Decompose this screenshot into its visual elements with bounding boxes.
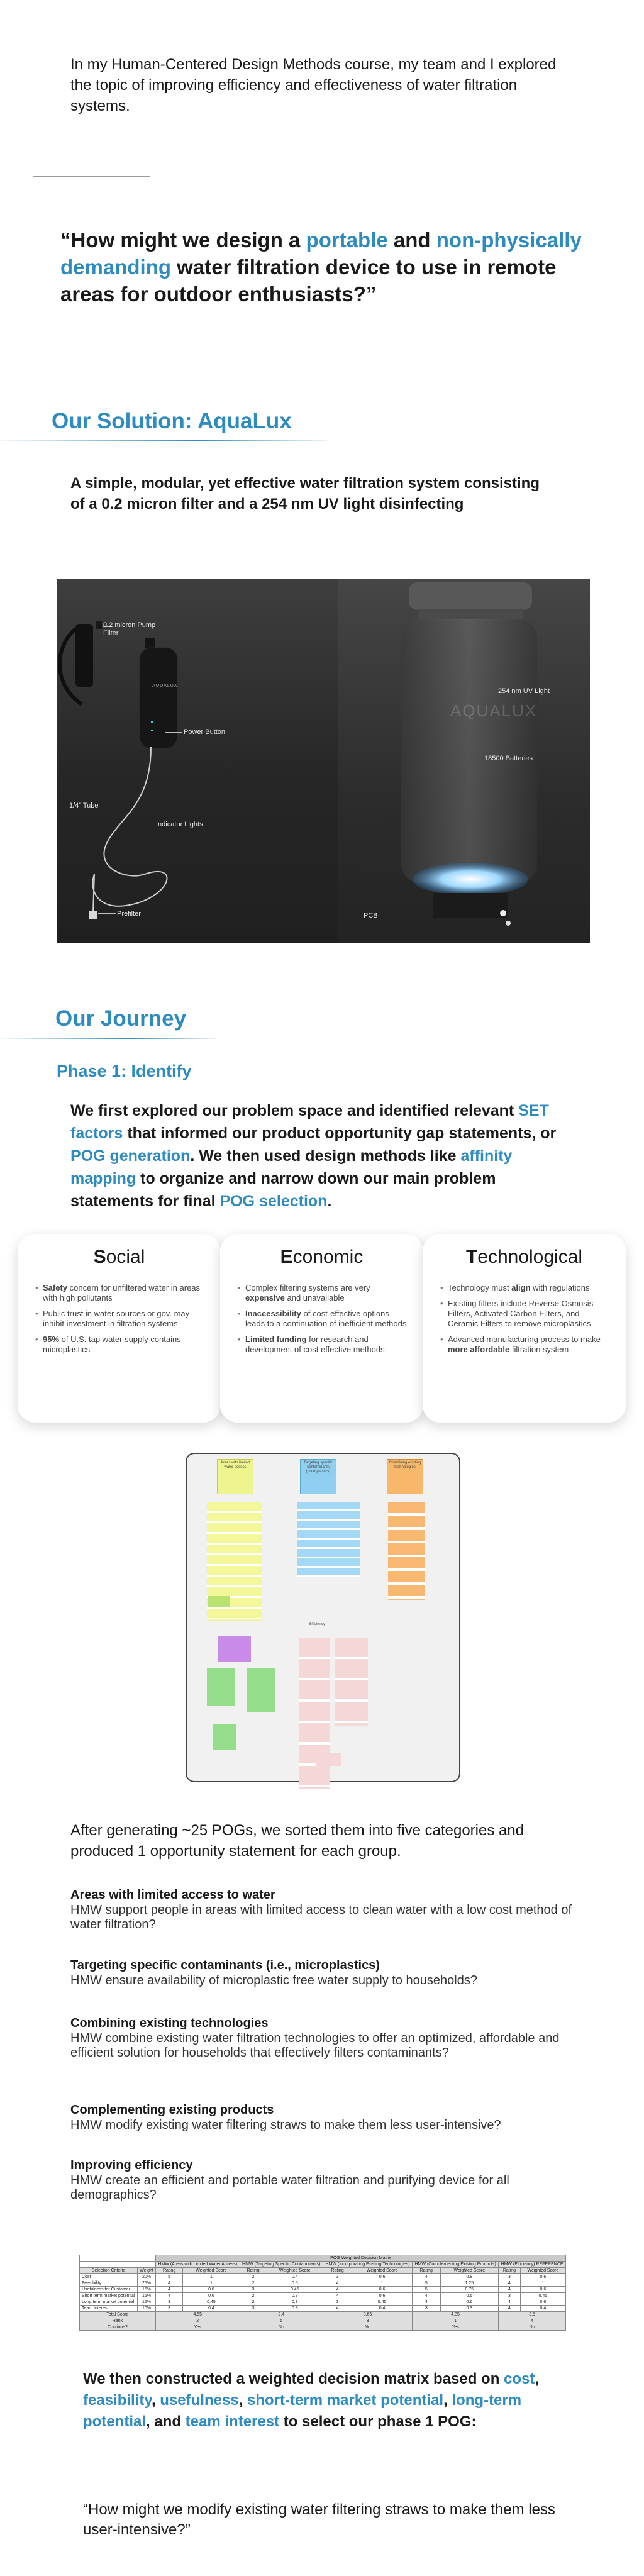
matrix-rank-cell: 1 (413, 2318, 499, 2324)
matrix-value-cell: 0.4 (352, 2306, 413, 2312)
category-item (70, 2102, 586, 2133)
product-photo (57, 579, 590, 943)
matrix-value-cell: 4 (323, 2287, 352, 2293)
matrix-value-cell: 4 (413, 2274, 440, 2280)
matrix-rank-cell: 4 (499, 2318, 566, 2324)
matrix-value-cell: 0.75 (440, 2287, 499, 2293)
phase1-text-part: . We then used design methods like (190, 1147, 461, 1165)
hmw-question (60, 226, 608, 308)
set-card-title-rest: conomic (292, 1246, 364, 1267)
weighted-text-part: , (535, 2370, 540, 2387)
list-item (238, 1309, 407, 1329)
list-item-text: Technology must (448, 1283, 512, 1292)
affinity-map-board (186, 1453, 460, 1782)
list-item-text: concern for unfiltered water in areas with high pollutants (43, 1283, 201, 1302)
table-row (80, 2318, 566, 2324)
matrix-value-cell: 0.3 (440, 2306, 499, 2312)
hmw-question-part: and (387, 228, 436, 252)
criteria-long-term: long-term potential (83, 2392, 522, 2430)
set-card-social (18, 1234, 221, 1423)
list-item-text: Existing filters include Reverse Osmosis Filters, Activated Carbon Filters, and Ceramic Filters to remove microplastics (448, 1299, 594, 1328)
matrix-weight-cell: 25% (138, 2280, 156, 2287)
set-card-economic (220, 1234, 423, 1423)
set-card-technological (423, 1234, 626, 1423)
label-uv-light: 254 nm UV Light (498, 687, 550, 695)
matrix-column-header: HMW (Areas with Limited Water Access) (155, 2262, 240, 2268)
quote-bracket-top-left (33, 176, 150, 218)
category-text: HMW ensure availability of microplastic free water supply to households? (70, 1974, 477, 1987)
exterior-render-svg (57, 579, 338, 943)
sticky-header-combining: Combining existing technologies (387, 1459, 423, 1494)
matrix-value-cell: 3 (155, 2306, 182, 2312)
matrix-rating-header: Rating (499, 2268, 521, 2274)
table-row (80, 2312, 566, 2318)
label-tube: 1/4” Tube (69, 802, 99, 809)
matrix-value-cell: 4 (499, 2280, 521, 2287)
matrix-column-header: HMW (Efficiency) REFERENCE (499, 2262, 566, 2268)
matrix-weight-cell: 15% (138, 2287, 156, 2293)
table-row (80, 2274, 566, 2280)
matrix-value-cell: 2 (240, 2280, 267, 2287)
matrix-value-cell: 0.6 (440, 2293, 499, 2299)
table-row (80, 2268, 566, 2274)
matrix-value-cell: 4 (323, 2306, 352, 2312)
intro-text: In my Human-Centered Design Methods course, my team and I explored the topic of improving efficiency and effectiveness of water filtration systems. (70, 56, 557, 114)
journey-title: Our Journey (55, 1006, 187, 1031)
set-card-title (220, 1246, 423, 1268)
matrix-criteria-cell: Cost (80, 2274, 138, 2280)
matrix-value-cell: 0.6 (352, 2287, 413, 2293)
matrix-continue-cell: Yes (155, 2324, 240, 2331)
sticky-header-areas: Areas with limited water access (217, 1459, 253, 1494)
matrix-rating-header: Rating (155, 2268, 182, 2274)
matrix-criteria-header: Selection Criteria (80, 2268, 138, 2274)
table-row (80, 2324, 566, 2331)
set-card-title-rest: echnological (477, 1246, 583, 1267)
matrix-value-cell: 0.3 (267, 2293, 323, 2299)
matrix-value-cell: 2 (240, 2274, 267, 2280)
hmw-question-part: “How might we design a (60, 228, 306, 252)
hmw-highlight-portable: portable (306, 228, 388, 252)
matrix-value-cell: 0.6 (183, 2293, 240, 2299)
hmw-question-block (33, 176, 611, 358)
matrix-continue-cell: No (240, 2324, 323, 2331)
matrix-value-cell: 0.5 (267, 2280, 323, 2287)
matrix-weight-header: Weight (138, 2268, 156, 2274)
matrix-weighted-score-header: Weighted Score (440, 2268, 499, 2274)
category-text: HMW create an efficient and portable water filtration and purifying device for all demographics? (70, 2174, 509, 2202)
matrix-total-cell: 4.55 (155, 2312, 240, 2318)
matrix-value-cell: 0.4 (183, 2306, 240, 2312)
link-affinity-mapping[interactable]: affinity mapping (70, 1147, 513, 1187)
table-row (80, 2255, 566, 2262)
matrix-value-cell: 0.3 (267, 2299, 323, 2306)
sticky-cluster-contaminants (297, 1502, 360, 1577)
matrix-value-cell: 5 (413, 2280, 440, 2287)
category-title: Complementing existing products (70, 2103, 274, 2117)
list-item-text: for research and development of cost effective methods (245, 1335, 385, 1354)
label-pump-filter: 0.2 micron Pump Filter (103, 621, 156, 637)
weighted-text-part: , and (146, 2413, 186, 2430)
matrix-rating-header: Rating (323, 2268, 352, 2274)
weighted-text-part: , (151, 2392, 160, 2409)
hmw-question-part: water filtration device to use in remote areas for outdoor enthusiasts?” (60, 255, 557, 306)
sticky-note (247, 1668, 275, 1712)
category-item (70, 1887, 586, 1932)
list-item-bold: Limited funding (245, 1335, 307, 1344)
list-item-text: filtration system (509, 1345, 569, 1354)
matrix-rating-header: Rating (240, 2268, 267, 2274)
sticky-header-contaminants: Targeting specific contaminants (microplastics) (300, 1459, 336, 1494)
set-card-title-rest: ocial (106, 1246, 145, 1267)
list-item (238, 1335, 407, 1355)
list-item (440, 1283, 609, 1293)
matrix-weight-cell: 15% (138, 2299, 156, 2306)
matrix-value-cell: 4 (413, 2299, 440, 2306)
interior-render-svg (338, 579, 590, 943)
weighted-text-part: , (238, 2392, 248, 2409)
set-card-title (18, 1246, 221, 1268)
table-row (80, 2306, 566, 2312)
matrix-rank-label: Rank (80, 2318, 156, 2324)
criteria-cost: cost (504, 2370, 535, 2387)
matrix-continue-cell: Yes (413, 2324, 499, 2331)
category-text: HMW combine existing water filtration technologies to offer an optimized, affordable and efficient solution for households that effectively filters contaminants? (70, 2031, 560, 2060)
list-item-bold: more affordable (448, 1345, 510, 1354)
table-row (80, 2287, 566, 2293)
matrix-weighted-score-header: Weighted Score (183, 2268, 240, 2274)
matrix-title: POG Weighted Decision Matrix (155, 2255, 565, 2262)
category-item (70, 2015, 586, 2060)
matrix-value-cell: 4 (499, 2299, 521, 2306)
matrix-value-cell: 4 (499, 2306, 521, 2312)
matrix-total-cell: 4.35 (413, 2312, 499, 2318)
matrix-value-cell: 0.6 (352, 2293, 413, 2299)
matrix-value-cell: 0.45 (183, 2299, 240, 2306)
category-title: Combining existing technologies (70, 2016, 269, 2030)
list-item (35, 1283, 204, 1303)
matrix-corner (80, 2255, 156, 2262)
sticky-note (208, 1596, 230, 1607)
matrix-value-cell: 0.6 (520, 2287, 565, 2293)
sticky-cluster-efficiency (335, 1638, 368, 1726)
label-batteries: 18500 Batteries (484, 755, 533, 762)
matrix-value-cell: 2 (240, 2293, 267, 2299)
category-item (70, 2157, 586, 2202)
decision-matrix (79, 2255, 566, 2331)
sticky-note (207, 1668, 235, 1706)
matrix-criteria-cell: Usefulness for Customer (80, 2287, 138, 2293)
matrix-value-cell: 0.3 (267, 2306, 323, 2312)
matrix-total-cell: 3.65 (323, 2312, 412, 2318)
list-item-text: Advanced manufacturing process to make (448, 1335, 601, 1344)
weighted-text-part: , (443, 2392, 452, 2409)
cluster-label-efficiency: Efficiency (309, 1623, 325, 1626)
category-text: HMW support people in areas with limited access to clean water with a low cost method of water filtration? (70, 1903, 572, 1931)
matrix-weight-cell: 15% (138, 2293, 156, 2299)
list-item-text: and unavailable (284, 1293, 345, 1302)
criteria-short-term: short-term market potential (247, 2392, 444, 2409)
link-pog-generation[interactable]: POG generation (70, 1147, 191, 1165)
weighted-matrix-text (83, 2368, 574, 2433)
matrix-value-cell: 1 (520, 2280, 565, 2287)
matrix-value-cell: 0.4 (520, 2306, 565, 2312)
table-row (80, 2262, 566, 2268)
matrix-total-cell: 3.5 (499, 2312, 566, 2318)
matrix-value-cell: 4 (413, 2293, 440, 2299)
matrix-column-header: HMW (Complementing Existing Products) (413, 2262, 499, 2268)
criteria-usefulness: usefulness (160, 2392, 239, 2409)
matrix-value-cell: 1 (352, 2280, 413, 2287)
matrix-criteria-cell: Feasibility (80, 2280, 138, 2287)
table-row (80, 2293, 566, 2299)
table-row (80, 2299, 566, 2306)
sticky-note (218, 1636, 251, 1662)
list-item-text: of cost-effective options leads to a continuation of inefficient methods (245, 1309, 407, 1328)
matrix-value-cell: 5 (413, 2287, 440, 2293)
matrix-rank-cell: 3 (323, 2318, 412, 2324)
matrix-value-cell: 0.6 (440, 2299, 499, 2306)
brand-mark-interior: AQUALUX (450, 701, 538, 720)
label-indicator-lights: Indicator Lights (156, 821, 203, 828)
matrix-weighted-score-header: Weighted Score (520, 2268, 565, 2274)
list-item-bold: 95% (43, 1335, 60, 1344)
matrix-value-cell: 0.45 (352, 2299, 413, 2306)
matrix-rating-header: Rating (413, 2268, 440, 2274)
set-card-title-initial: S (93, 1246, 106, 1267)
list-item-text: Complex filtering systems are very (245, 1283, 370, 1292)
matrix-value-cell: 0.6 (352, 2274, 413, 2280)
matrix-value-cell: 0.6 (520, 2274, 565, 2280)
product-interior-render (338, 579, 590, 943)
list-item-text: with regulations (530, 1283, 590, 1292)
matrix-value-cell: 3 (323, 2299, 352, 2306)
sticky-cluster-efficiency (299, 1638, 330, 1789)
matrix-value-cell: 0.45 (520, 2293, 565, 2299)
after-pogs-text: After generating ~25 POGs, we sorted them into five categories and produced 1 opportunity statement for each group. (70, 1822, 525, 1860)
matrix-value-cell: 0.6 (520, 2299, 565, 2306)
solution-description: A simple, modular, yet effective water filtration system consisting of a 0.2 micron filter and a 254 nm UV light disinfecting (70, 475, 540, 513)
matrix-value-cell: 3 (499, 2293, 521, 2299)
matrix-value-cell: 0.4 (267, 2274, 323, 2280)
list-item-bold: align (511, 1283, 531, 1292)
matrix-value-cell: 0.45 (267, 2287, 323, 2293)
matrix-value-cell: 4 (323, 2293, 352, 2299)
hmw-highlight-non-physical: non-physically demanding (60, 228, 582, 279)
link-pog-selection[interactable]: POG selection (219, 1192, 328, 1210)
solution-underline (0, 440, 327, 441)
matrix-criteria-cell: Short term market potential (80, 2293, 138, 2299)
matrix-value-cell: 3 (499, 2274, 521, 2280)
list-item (440, 1335, 609, 1355)
category-title: Targeting specific contaminants (i.e., microplastics) (70, 1958, 380, 1972)
matrix-criteria-cell: Long term market potential (80, 2299, 138, 2306)
matrix-total-label: Total Score (80, 2312, 156, 2318)
matrix-value-cell: 1 (183, 2280, 240, 2287)
category-item (70, 1957, 586, 1988)
set-card-title (423, 1246, 626, 1268)
matrix-criteria-cell: Team Interest (80, 2306, 138, 2312)
list-item-bold: Inaccessibility (245, 1309, 301, 1318)
matrix-total-cell: 2.4 (240, 2312, 323, 2318)
final-pog: “How might we modify existing water filtering straws to make them less user-intensive?” (83, 2501, 555, 2538)
matrix-continue-label: Continue? (80, 2324, 156, 2331)
list-item (35, 1335, 204, 1355)
matrix-value-cell: 1.25 (440, 2280, 499, 2287)
list-item-text: Public trust in water sources or gov. may inhibit investment in filtration systems (43, 1309, 190, 1328)
matrix-value-cell: 2 (240, 2299, 267, 2306)
matrix-weighted-score-header: Weighted Score (352, 2268, 413, 2274)
sticky-cluster-combining (388, 1502, 425, 1600)
matrix-value-cell: 0.8 (440, 2274, 499, 2280)
table-row (80, 2280, 566, 2287)
matrix-weight-cell: 10% (138, 2306, 156, 2312)
weighted-text-part: We then constructed a weighted decision matrix based on (83, 2370, 504, 2387)
label-power-button: Power Button (184, 728, 226, 736)
category-title: Improving efficiency (70, 2158, 193, 2172)
link-set-factors[interactable]: SET factors (70, 1102, 549, 1142)
set-card-title-initial: E (280, 1246, 293, 1267)
list-item-bold: expensive (245, 1293, 285, 1302)
phase1-text-part: that informed our product opportunity gap statements, or (123, 1124, 557, 1142)
matrix-column-header: HMW (Targeting Specific Contaminants) (240, 2262, 323, 2268)
phase1-text (70, 1099, 574, 1213)
matrix-continue-cell: No (499, 2324, 566, 2331)
category-title: Areas with limited access to water (70, 1888, 275, 1902)
matrix-value-cell: 5 (155, 2274, 182, 2280)
phase1-title: Phase 1: Identify (57, 1062, 192, 1080)
matrix-value-cell: 3 (240, 2306, 267, 2312)
brand-mark-exterior: AQUALUX (152, 684, 178, 688)
matrix-value-cell: 3 (240, 2287, 267, 2293)
list-item (440, 1299, 609, 1329)
matrix-value-cell: 1 (183, 2274, 240, 2280)
matrix-value-cell: 4 (155, 2287, 182, 2293)
matrix-value-cell: 3 (413, 2306, 440, 2312)
category-text: HMW modify existing water filtering straws to make them less user-intensive? (70, 2118, 501, 2132)
criteria-feasibility: feasibility (83, 2392, 152, 2409)
matrix-value-cell: 4 (155, 2280, 182, 2287)
label-prefilter: Prefilter (117, 910, 141, 918)
product-exterior-render (57, 579, 338, 943)
sticky-note (213, 1724, 236, 1750)
criteria-team-interest: team interest (185, 2413, 280, 2430)
phase1-text-part: . (327, 1192, 332, 1210)
quote-bracket-bottom-right (479, 301, 611, 358)
matrix-continue-cell: No (323, 2324, 412, 2331)
list-item (238, 1283, 407, 1303)
matrix-value-cell: 0.6 (183, 2287, 240, 2293)
matrix-corner (80, 2262, 156, 2268)
matrix-column-header: HMW (Incorporating Existing Technologies) (323, 2262, 412, 2268)
matrix-value-cell: 4 (323, 2280, 352, 2287)
sticky-note (316, 1753, 341, 1766)
matrix-value-cell: 4 (499, 2287, 521, 2293)
matrix-value-cell: 3 (323, 2274, 352, 2280)
weighted-text-part: to select our phase 1 POG: (279, 2413, 477, 2430)
journey-underline (0, 1038, 216, 1039)
matrix-value-cell: 4 (155, 2293, 182, 2299)
matrix-rank-cell: 2 (155, 2318, 240, 2324)
solution-title: Our Solution: AquaLux (52, 409, 292, 433)
list-item (35, 1309, 204, 1329)
matrix-weight-cell: 20% (138, 2274, 156, 2280)
phase1-text-part: We first explored our problem space and identified relevant (70, 1102, 519, 1119)
matrix-rank-cell: 5 (240, 2318, 323, 2324)
list-item-text: of U.S. tap water supply contains microplastics (43, 1335, 181, 1354)
label-pcb: PCB (364, 912, 378, 919)
phase1-text-part: to organize and narrow down our main problem statements for final (70, 1170, 496, 1210)
matrix-weighted-score-header: Weighted Score (267, 2268, 323, 2274)
matrix-value-cell: 3 (155, 2299, 182, 2306)
list-item-bold: Safety (43, 1283, 68, 1292)
set-card-title-initial: T (465, 1246, 478, 1267)
